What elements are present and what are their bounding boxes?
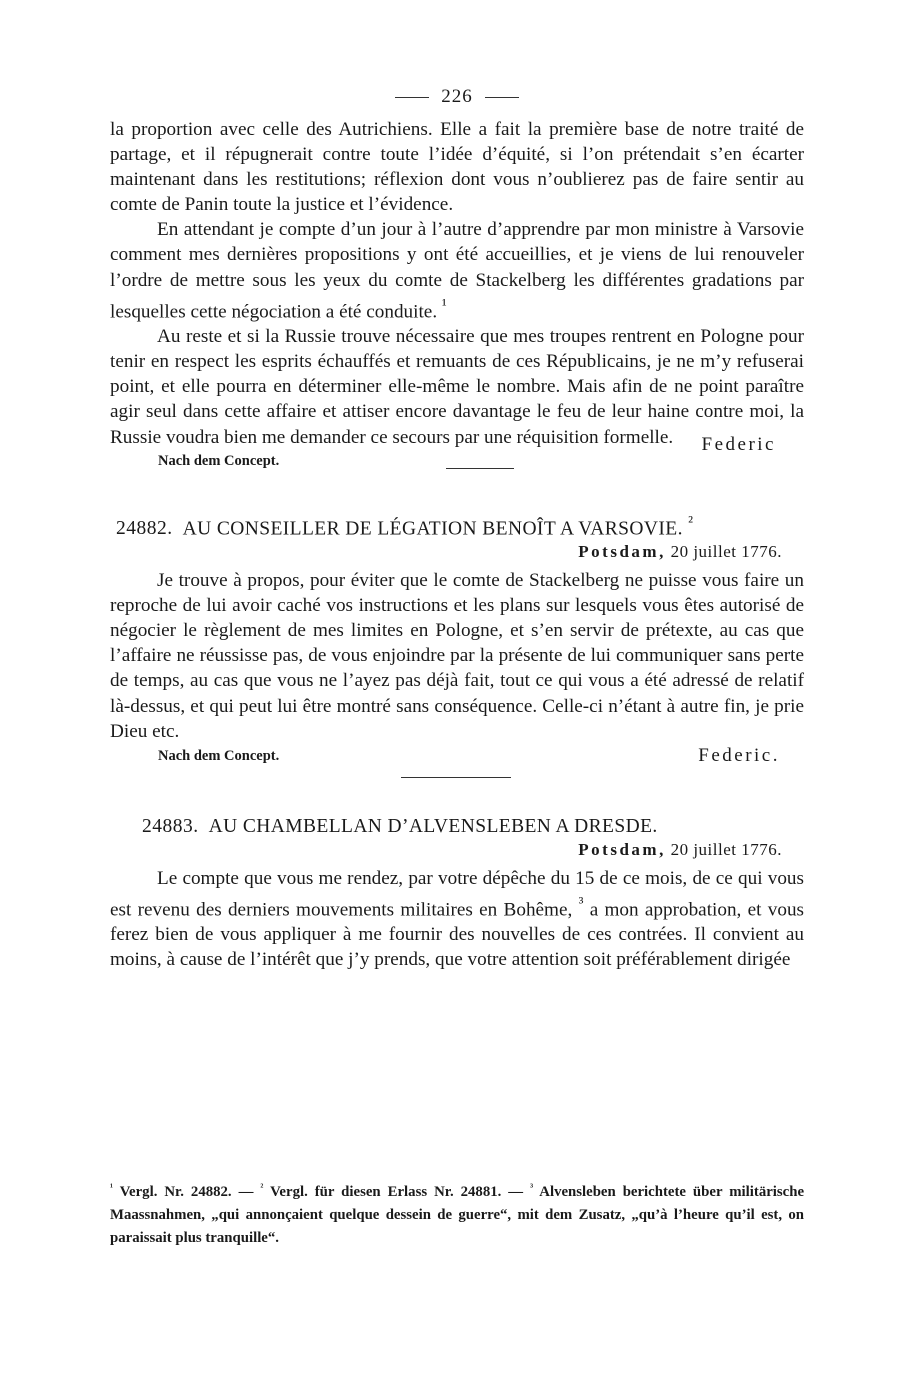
letter-heading bbox=[116, 513, 804, 541]
footnote-ref: ¹ bbox=[441, 296, 447, 314]
letter-24883 bbox=[110, 816, 804, 973]
page-number: 226 bbox=[441, 86, 473, 107]
place: Potsdam, bbox=[578, 542, 666, 562]
page-body bbox=[110, 82, 804, 973]
letter-title: AU CONSEILLER DE LÉGATION BENOÎT A VARSOVIE. bbox=[182, 518, 683, 540]
dateline bbox=[110, 840, 782, 860]
letter-24882 bbox=[110, 513, 804, 778]
footnote-mark: ³ bbox=[530, 1182, 534, 1193]
signature: Federic bbox=[701, 433, 776, 455]
letter-body bbox=[110, 866, 804, 973]
page-header bbox=[110, 82, 804, 112]
footnote-ref: ³ bbox=[578, 894, 584, 912]
paragraph bbox=[110, 217, 804, 324]
date: 20 juillet 1776. bbox=[670, 542, 782, 562]
letter-number: 24882. bbox=[116, 518, 173, 540]
letter-body-text: Le compte que vous me rendez, par votre dépêche du 15 de ce mois, de ce qui vous est revenu des derniers mouvements militaires en Bohême, bbox=[110, 867, 804, 921]
source-note: Nach dem Concept. bbox=[158, 452, 280, 469]
letter-body: Je trouve à propos, pour éviter que le comte de Stackelberg ne puisse vous faire un reproche de lui avoir caché vos instructions et les plans sur lesquels vous êtes autorisé de négocier le règlement de mes limites en Pologne, et s’en servir de prétexte, au cas que l’affaire ne réussisse pas, de vous enjoindre par la présente de lui communiquer sans perte de temps, au cas que vous ne l’ayez pas déjà fait, tout ce qui vous a été adressé de relatif là-dessus, et qui peut lui être montré sans conséquence. Celle-ci n’étant à autre fin, je prie Dieu etc. bbox=[110, 570, 804, 742]
paragraph: la proportion avec celle des Autrichiens. Elle a fait la première base de notre traité de partage, et il répugnerait contre toute l’idée d’équité, si l’on prétendait s’en écarter maintenant dans les restitutions; réflexion dont vous n’oublierez pas de faire sentir au comte de Panin toute la justice et l’évidence. bbox=[110, 119, 804, 216]
source-note: Nach dem Concept. bbox=[158, 747, 280, 764]
footnote-mark: ² bbox=[260, 1182, 264, 1193]
header-rule-left bbox=[395, 97, 429, 98]
footnote-2: Vergl. für diesen Erlass Nr. 24881. — bbox=[270, 1183, 524, 1200]
letter-heading bbox=[142, 816, 804, 838]
footnote-ref: ² bbox=[688, 512, 694, 531]
place: Potsdam, bbox=[578, 839, 666, 859]
footnote-1: Vergl. Nr. 24882. — bbox=[119, 1183, 254, 1200]
letter-body-text: a mon approbation, et vous ferez bien de vous appliquer à me fournir des nouvelles de ces contrées. Il convient au moins, à cause de l’intérêt que j’y prends, que votre attention soit préférablement dirigée bbox=[110, 899, 805, 971]
header-rule-right bbox=[485, 97, 519, 98]
footnotes bbox=[110, 1176, 804, 1250]
closing-row bbox=[110, 746, 804, 770]
date: 20 juillet 1776. bbox=[670, 839, 782, 859]
closing-row bbox=[110, 433, 804, 470]
signature: Federic. bbox=[698, 744, 780, 766]
paragraph: Au reste et si la Russie trouve nécessaire que mes troupes rentrent en Pologne pour tenir en respect les esprits échauffés et remuants de ces Républicains, je ne m’y refuserai point, et elle pourra en déterminer elle-même le nombre. Mais afin de ne point paraître agir seul dans cette affaire et attiser encore davantage le feu de leur haine contre moi, la Russie voudra bien me demander ce secours par une réquisition formelle. bbox=[110, 326, 804, 448]
footnote-mark: ¹ bbox=[110, 1182, 113, 1193]
paragraph-text: En attendant je compte d’un jour à l’autre d’apprendre par mon ministre à Varsovie comment mes dernières propositions y ont été accueillies, et je viens de lui renouveler l’ordre de mettre sous les yeux du comte de Stackelberg les différentes gradations par lesquelles cette négociation a été conduite. bbox=[110, 219, 804, 323]
dateline bbox=[110, 542, 782, 562]
separator-rule bbox=[401, 777, 511, 778]
letter-title: AU CHAMBELLAN D’ALVENSLEBEN A DRESDE. bbox=[208, 815, 658, 837]
letter-continuation bbox=[110, 117, 804, 469]
footnote-3: Alvensleben berichtete über militärische Maassnahmen, „qui annonçaient quelque dessein de guerre“, mit dem Zusatz, „qu’à l’heure qu’il est, on paraissait plus tranquille“. bbox=[110, 1183, 805, 1246]
letter-number: 24883. bbox=[142, 815, 199, 837]
